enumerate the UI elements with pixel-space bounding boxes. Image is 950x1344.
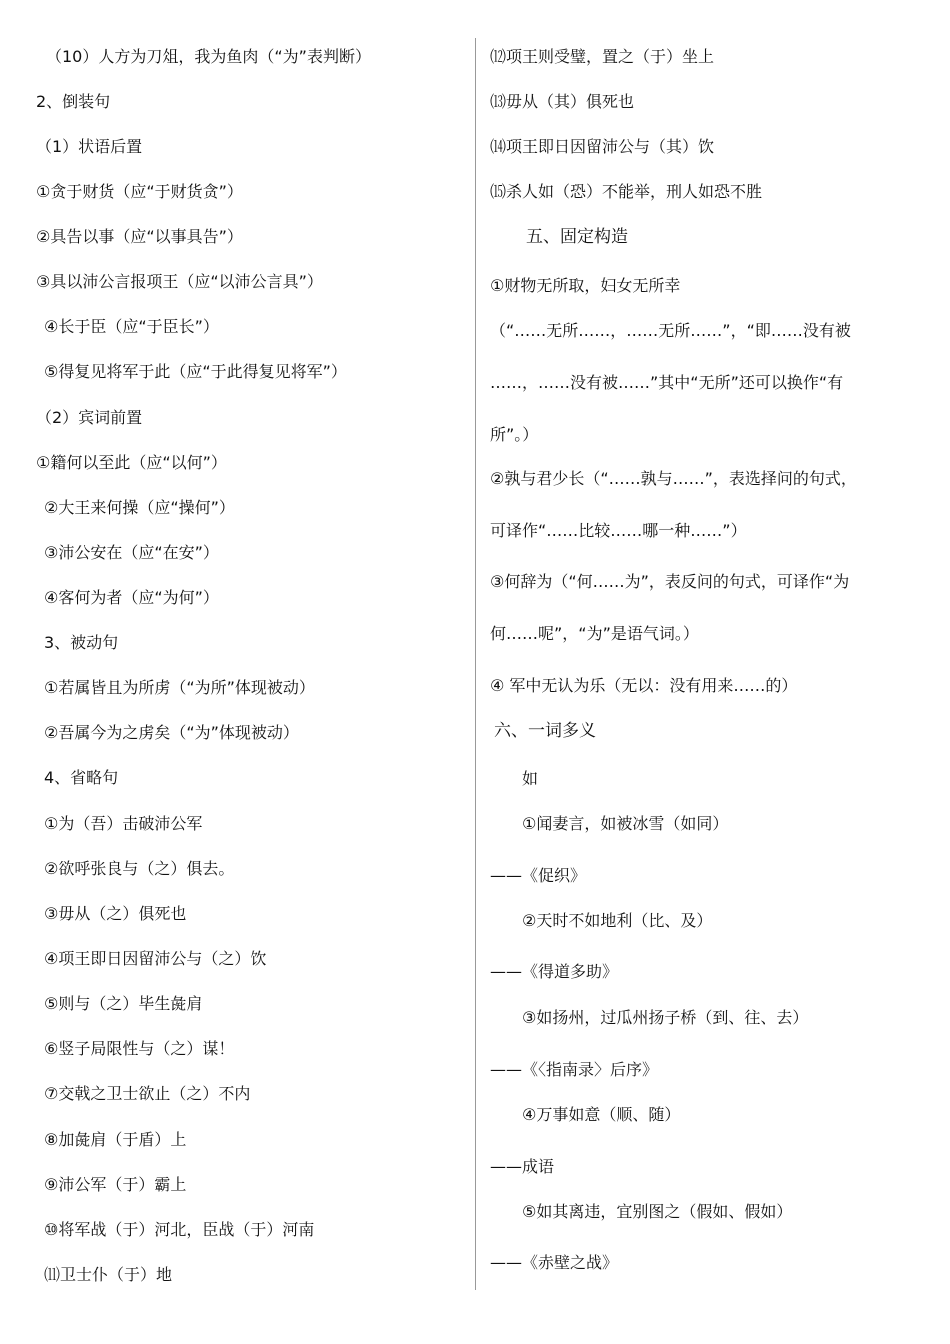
source-line: ——《赤壁之战》 [490, 1253, 619, 1272]
text-line: 何……呢”，“为”是语气词。） [490, 624, 699, 643]
text-line: ⒂杀人如（恐）不能举，刑人如恐不胜 [490, 182, 763, 201]
text-line: ⑥竖子局限性与（之）谋！ [44, 1039, 235, 1058]
source-line: ——《〈指南录〉后序》 [490, 1060, 659, 1079]
subsection-heading: （2）宾词前置 [36, 408, 143, 427]
text-line: ④万事如意（顺、随） [522, 1105, 681, 1124]
text-line: ①财物无所取，妇女无所幸 [490, 276, 681, 295]
column-divider [475, 38, 476, 1290]
text-line: 所”。） [490, 425, 539, 444]
text-line: ②吾属今为之虏矣（“为”体现被动） [44, 723, 299, 742]
text-line: ①籍何以至此（应“以何”） [36, 453, 227, 472]
section-heading: 2、倒装句 [36, 92, 111, 111]
text-line: ①贪于财货（应“于财货贪”） [36, 182, 243, 201]
text-line: ⑤则与（之）毕生彘肩 [44, 994, 203, 1013]
text-line: ③何辞为（“何……为”，表反问的句式，可译作“为 [490, 572, 850, 591]
text-line: （10）人方为刀俎，我为鱼肉（“为”表判断） [46, 47, 371, 66]
text-line: ④项王即日因留沛公与（之）饮 [44, 949, 267, 968]
keyword: 如 [522, 769, 539, 788]
text-line: ①闻妻言，如被冰雪（如同） [522, 814, 729, 833]
text-line: ③具以沛公言报项王（应“以沛公言具”） [36, 272, 323, 291]
text-line: ④长于臣（应“于臣长”） [44, 317, 219, 336]
text-line: ⑨沛公军（于）霸上 [44, 1175, 187, 1194]
source-line: ——《得道多助》 [490, 962, 619, 981]
text-line: （“……无所……，……无所……”，“即……没有被 [490, 321, 851, 340]
text-line: ⑩将军战（于）河北，臣战（于）河南 [44, 1220, 315, 1239]
text-line: ③毋从（之）俱死也 [44, 904, 187, 923]
text-line: ②孰与君少长（“……孰与……”，表选择问的句式， [490, 469, 857, 488]
text-line: ⑤得复见将军于此（应“于此得复见将军”） [44, 362, 347, 381]
source-line: ——《促织》 [490, 866, 587, 885]
text-line: ③沛公安在（应“在安”） [44, 543, 219, 562]
text-line: ②天时不如地利（比、及） [522, 911, 713, 930]
text-line: ①若属皆且为所虏（“为所”体现被动） [44, 678, 315, 697]
text-line: ①为（吾）击破沛公军 [44, 814, 203, 833]
text-line: ②具告以事（应“以事具告”） [36, 227, 243, 246]
section-heading: 六、一词多义 [494, 721, 596, 741]
subsection-heading: （1）状语后置 [36, 137, 143, 156]
text-line: ④ 军中无认为乐（无以：没有用来……的） [490, 676, 798, 695]
text-line: ⑤如其离违，宜别图之（假如、假如） [522, 1202, 793, 1221]
text-line: ⑦交戟之卫士欲止（之）不内 [44, 1084, 251, 1103]
text-line: ③如扬州，过瓜州扬子桥（到、往、去） [522, 1008, 809, 1027]
text-line: ……，……没有被……”其中“无所”还可以换作“有 [490, 373, 844, 392]
section-heading: 五、固定构造 [526, 227, 628, 247]
section-heading: 3、被动句 [44, 633, 119, 652]
text-line: ②大王来何操（应“操何”） [44, 498, 235, 517]
text-line: ④客何为者（应“为何”） [44, 588, 219, 607]
text-line: ⒁项王即日因留沛公与（其）饮 [490, 137, 715, 156]
text-line: ⒀毋从（其）俱死也 [490, 92, 635, 111]
text-line: ⑧加彘肩（于盾）上 [44, 1130, 187, 1149]
text-line: ②欲呼张良与（之）俱去。 [44, 859, 235, 878]
text-line: ⑾卫士仆（于）地 [44, 1265, 173, 1284]
source-line: ——成语 [490, 1157, 555, 1176]
text-line: 可译作“……比较……哪一种……”） [490, 521, 747, 540]
text-line: ⑿项王则受璧，置之（于）坐上 [490, 47, 715, 66]
section-heading: 4、省略句 [44, 768, 119, 787]
